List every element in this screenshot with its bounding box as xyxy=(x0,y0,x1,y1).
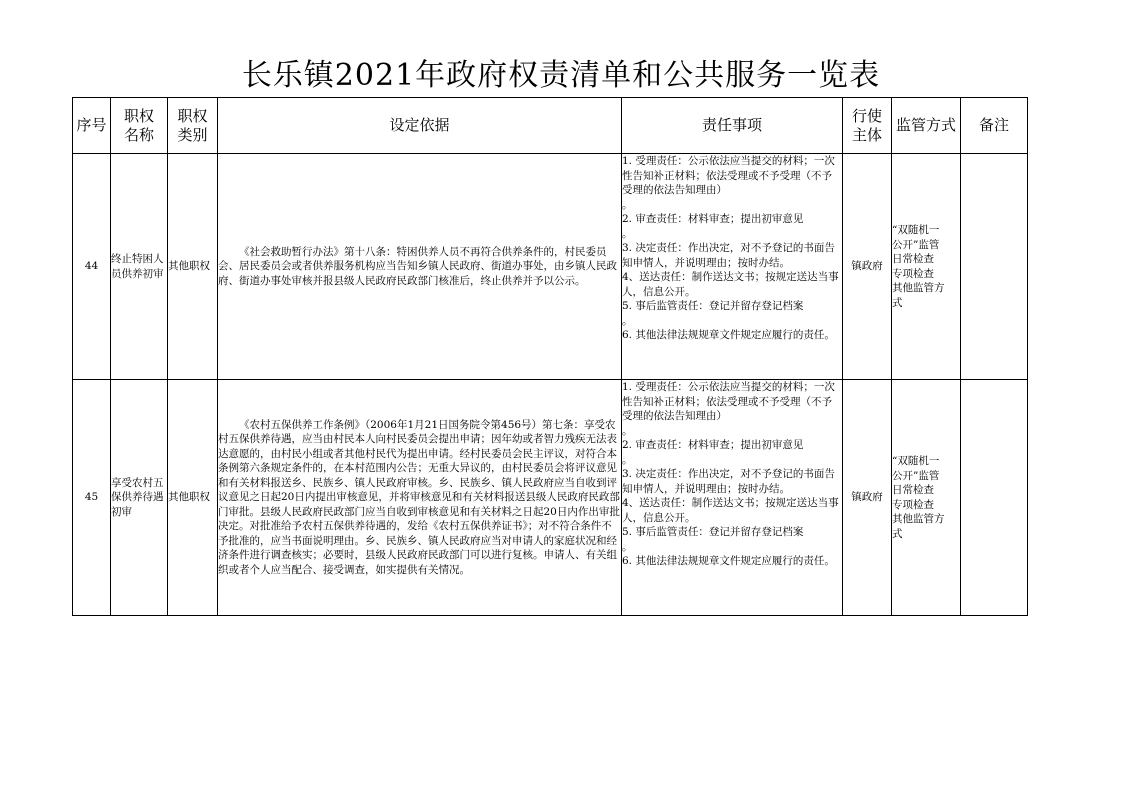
row-supervision xyxy=(892,380,961,616)
row-duties xyxy=(622,154,843,380)
header-subject xyxy=(843,98,892,154)
duty-line: 2. 审查责任：材料审查；提出初审意见 xyxy=(622,213,804,225)
duty-line: 3. 决定责任：作出决定，对不予登记的书面告知申情人，并说明理由；按时办结。 xyxy=(622,242,835,269)
header-row xyxy=(73,98,1028,154)
duty-line: 。 xyxy=(622,227,633,240)
supervision-line: 公开”监管 xyxy=(892,469,940,482)
row-duties xyxy=(622,380,843,616)
header-remark: 备注 xyxy=(961,98,1028,154)
header-subject-text: 行使主体 xyxy=(851,106,882,144)
page-title: 长乐镇2021年政府权责清单和公共服务一览表 xyxy=(241,58,881,93)
row-subject: 镇政府 xyxy=(843,380,892,616)
row-power-type: 其他职权 xyxy=(168,154,218,380)
supervision-line: 式 xyxy=(892,527,903,540)
duty-line: 5. 事后监管责任：登记并留存登记档案 xyxy=(622,300,804,312)
duty-line: 4、送达责任：制作送达文书；按规定送达当事人，信息公开。 xyxy=(622,271,839,298)
duty-line: 。 xyxy=(622,198,633,211)
header-power-type xyxy=(168,98,218,154)
row-basis: 《农村五保供养工作条例》（2006年1月21日国务院令第456号）第七条：享受农村五保供养待遇，应当由村民本人向村民委员会提出申请；因年幼或者智力残疾无法表达意愿的，由村民小组或者其他村民代为提出申请。经村民委员会民主评议，对符合本条例第六条规定条件的，在本村范围内公告；无重大异议的，由村民委员会将评议意见和有关材料报送乡、民族乡、镇人民政府审核。乡、民族乡、镇人民政府应当自收到评议意见之日起20日内提出审核意见，并将审核意见和有关材料报送县级人民政府民政部门审批。县级人民政府民政部门应当自收到审核意见和有关材料之日起20日内作出审批决定。对批准给予农村五保供养待遇的，发给《农村五保供养证书》；对不符合条件不予批准的，应当书面说明理由。乡、民族乡、镇人民政府应当对申请人的家庭状况和经济条件进行调查核实；必要时，县级人民政府民政部门可以进行复核。申请人、有关组织或者个人应当配合、接受调查，如实提供有关情况。 xyxy=(218,380,622,616)
row-seq: 44 xyxy=(73,154,111,380)
duty-line: 6. 其他法律法规规章文件规定应履行的责任。 xyxy=(622,329,835,341)
duty-line: 1. 受理责任：公示依法应当提交的材料；一次性告知补正材料；依法受理或不予受理（不予受理的依法告知理由） xyxy=(622,381,835,422)
duty-line: 6. 其他法律法规规章文件规定应履行的责任。 xyxy=(622,555,835,567)
row-subject: 镇政府 xyxy=(843,154,892,380)
supervision-line: “双随机一 xyxy=(892,455,940,467)
row-power-name: 享受农村五保供养待遇初审 xyxy=(111,380,168,616)
duty-line: 。 xyxy=(622,314,633,327)
supervision-line: 日常检查 xyxy=(892,484,934,496)
duty-line: 2. 审查责任：材料审查；提出初审意见 xyxy=(622,439,804,451)
row-seq: 45 xyxy=(73,380,111,616)
supervision-line: 其他监管方 xyxy=(892,513,945,525)
supervision-line: 其他监管方 xyxy=(892,282,945,294)
duty-line: 。 xyxy=(622,453,633,466)
header-power-type-text: 职权类别 xyxy=(177,106,208,144)
supervision-line: 式 xyxy=(892,296,903,309)
header-basis: 设定依据 xyxy=(218,98,622,154)
supervision-line: 专项检查 xyxy=(892,267,934,280)
duty-line: 1. 受理责任：公示依法应当提交的材料；一次性告知补正材料；依法受理或不予受理（不予受理的依法告知理由） xyxy=(622,155,835,196)
supervision-line: 日常检查 xyxy=(892,253,934,265)
row-supervision xyxy=(892,154,961,380)
row-power-type: 其他职权 xyxy=(168,380,218,616)
row-basis: 《社会救助暂行办法》第十八条：特困供养人员不再符合供养条件的，村民委员会、居民委员会或者供养服务机构应当告知乡镇人民政府、街道办事处，由乡镇人民政府、街道办事处审核并报县级人民政府民政部门核准后，终止供养并予以公示。 xyxy=(218,154,622,380)
supervision-line: 公开”监管 xyxy=(892,238,940,251)
supervision-line: “双随机一 xyxy=(892,224,940,236)
header-supervision: 监管方式 xyxy=(892,98,961,154)
duty-line: 。 xyxy=(622,424,633,437)
header-power-name xyxy=(111,98,168,154)
header-duties: 责任事项 xyxy=(622,98,843,154)
table-row xyxy=(73,380,1028,616)
row-remark xyxy=(961,380,1028,616)
power-list-table xyxy=(72,97,1028,616)
header-power-name-text: 职权名称 xyxy=(123,106,154,144)
header-seq: 序号 xyxy=(73,98,111,154)
duty-line: 3. 决定责任：作出决定，对不予登记的书面告知申情人，并说明理由；按时办结。 xyxy=(622,468,835,495)
duty-line: 。 xyxy=(622,540,633,553)
row-remark xyxy=(961,154,1028,380)
table-row xyxy=(73,154,1028,380)
row-power-name: 终止特困人员供养初审 xyxy=(111,154,168,380)
duty-line: 4、送达责任：制作送达文书；按规定送达当事人，信息公开。 xyxy=(622,497,839,524)
duty-line: 5. 事后监管责任：登记并留存登记档案 xyxy=(622,526,804,538)
supervision-line: 专项检查 xyxy=(892,498,934,511)
